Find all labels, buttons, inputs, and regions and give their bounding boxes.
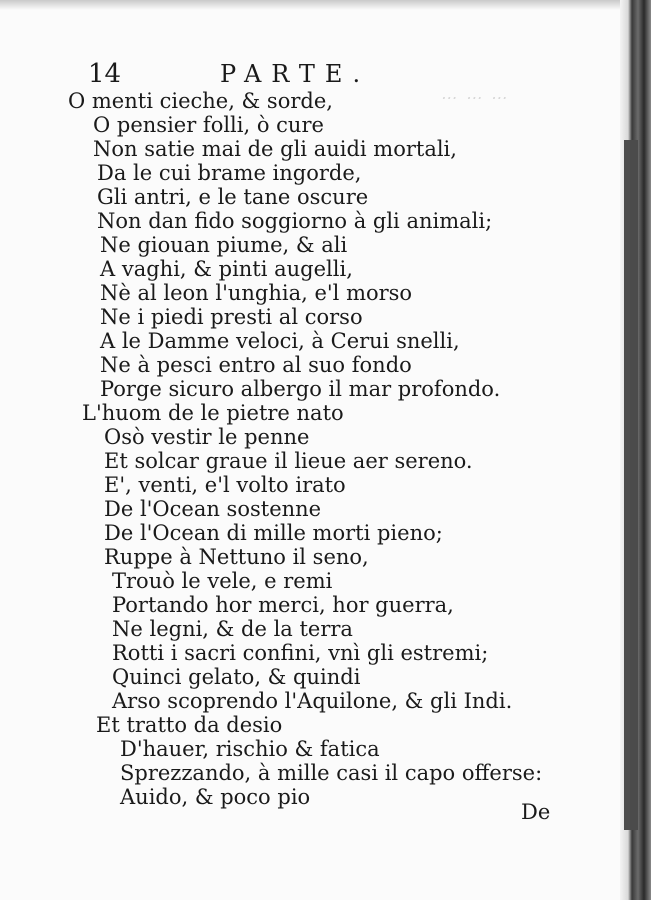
verse-line: Ne giouan piume, & ali xyxy=(100,233,348,257)
verse-line: Et solcar graue il lieue aer sereno. xyxy=(104,449,473,473)
verse-line: Sprezzando, à mille casi il capo offerse: xyxy=(120,761,543,785)
verse-line: A vaghi, & pinti augelli, xyxy=(100,257,353,281)
verse-line: Ne legni, & de la terra xyxy=(112,617,353,641)
verse-line: Trouò le vele, e remi xyxy=(112,569,333,593)
verse-line: O menti cieche, & sorde, xyxy=(68,89,333,113)
verse-line: Da le cui brame ingorde, xyxy=(97,161,362,185)
verse-line: Non dan fido soggiorno à gli animali; xyxy=(97,209,493,233)
verse-line: Et tratto da desio xyxy=(96,713,283,737)
verse-line: Ne à pesci entro al suo fondo xyxy=(100,353,412,377)
verse-line: Nè al leon l'unghia, e'l morso xyxy=(100,281,413,305)
binding-edge xyxy=(620,0,651,900)
page-top-shadow xyxy=(0,0,651,10)
verse-line: E', venti, e'l volto irato xyxy=(104,473,346,497)
verse-line: Rotti i sacri confini, vnì gli estremi; xyxy=(112,641,489,665)
verse-line: Ne i piedi presti al corso xyxy=(100,305,363,329)
page-number: 14 xyxy=(88,59,122,89)
verse-line: Auido, & poco pio xyxy=(120,785,311,809)
page-header xyxy=(0,58,651,92)
running-head: PARTE. xyxy=(220,60,371,88)
verse-line: L'huom de le pietre nato xyxy=(82,401,344,425)
verse-line: De l'Ocean sostenne xyxy=(104,497,322,521)
verse-line: Arso scoprendo l'Aquilone, & gli Indi. xyxy=(112,689,513,713)
binding-edge-dark-band xyxy=(624,140,638,830)
verse-line: Porge sicuro albergo il mar profondo. xyxy=(100,377,501,401)
verse-line: O pensier folli, ò cure xyxy=(93,113,324,137)
verse-line: Quinci gelato, & quindi xyxy=(112,665,361,689)
catchword: De xyxy=(521,800,551,824)
verse-line: A le Damme veloci, à Cerui snelli, xyxy=(100,329,460,353)
show-through-mark: ⋯ ⋯ ⋯ xyxy=(440,88,509,107)
verse-line: Portando hor merci, hor guerra, xyxy=(112,593,454,617)
verse-line: De l'Ocean di mille morti pieno; xyxy=(104,521,443,545)
verse-line: Ruppe à Nettuno il seno, xyxy=(104,545,369,569)
verse-line: Non satie mai de gli auidi mortali, xyxy=(93,137,457,161)
verse-line: Gli antri, e le tane oscure xyxy=(97,185,369,209)
verse-line: D'hauer, rischio & fatica xyxy=(120,737,380,761)
verse-line: Osò vestir le penne xyxy=(104,425,310,449)
